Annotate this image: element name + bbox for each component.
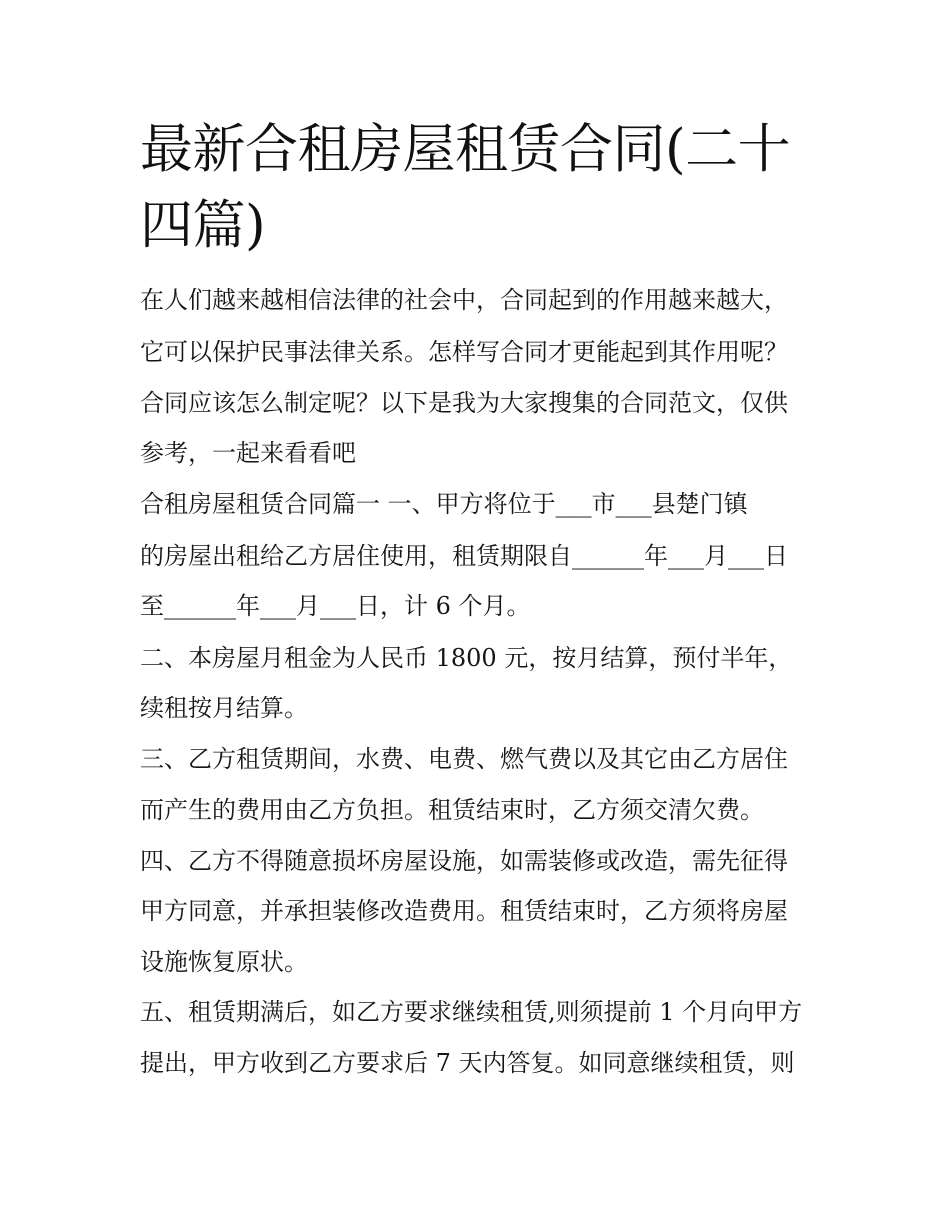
- body-line: 它可以保护民事法律关系。怎样写合同才更能起到其作用呢？: [140, 338, 788, 366]
- body-line: 至______年___月___日，计 6 个月。: [140, 592, 531, 620]
- body-line: 在人们越来越相信法律的社会中，合同起到的作用越来越大，: [140, 286, 788, 314]
- body-line: 提出，甲方收到乙方要求后 7 天内答复。如同意继续租赁，则: [140, 1049, 795, 1077]
- body-line: 甲方同意，并承担装修改造费用。租赁结束时，乙方须将房屋: [140, 897, 788, 925]
- body-line: 参考，一起来看看吧: [140, 439, 356, 467]
- body-line: 四、乙方不得随意损坏房屋设施，如需装修或改造，需先征得: [140, 847, 788, 875]
- body-line: 而产生的费用由乙方负担。租赁结束时，乙方须交清欠费。: [140, 796, 764, 824]
- body-line: 设施恢复原状。: [140, 948, 308, 976]
- body-line: 合同应该怎么制定呢？以下是我为大家搜集的合同范文，仅供: [140, 389, 788, 417]
- body-line: 五、租赁期满后，如乙方要求继续租赁,则须提前 1 个月向甲方: [140, 998, 803, 1026]
- body-line: 三、乙方租赁期间，水费、电费、燃气费以及其它由乙方居住: [140, 745, 788, 773]
- body-line: 续租按月结算。: [140, 694, 308, 722]
- document-title: 最新合租房屋租赁合同(二十四篇): [140, 119, 791, 256]
- body-line: 合租房屋租赁合同篇一 一、甲方将位于___市___县楚门镇: [140, 490, 748, 518]
- body-line: 的房屋出租给乙方居住使用，租赁期限自______年___月___日: [140, 542, 788, 570]
- body-line: 二、本房屋月租金为人民币 1800 元，按月结算，预付半年，: [140, 644, 793, 672]
